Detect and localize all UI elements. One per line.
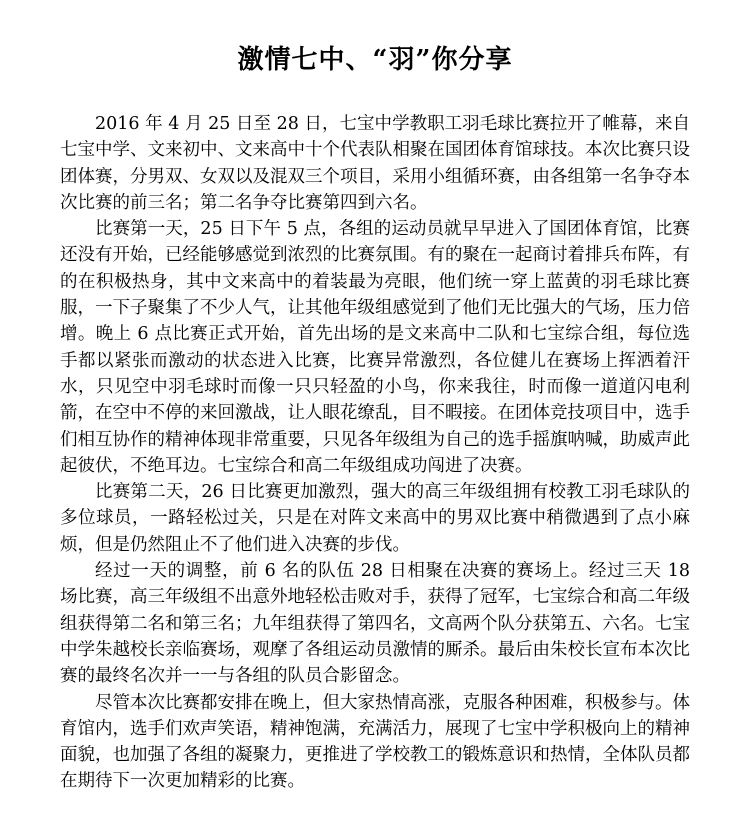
document-title: 激情七中、“羽”你分享: [237, 45, 513, 75]
paragraph-3: 比赛第二天，26 日比赛更加激烈，强大的高三年级组拥有校教工羽毛球队的多位球员，一路轻松过关，只是在对阵文来高中的男双比赛中稍微遇到了点小麻烦，但是仍然阻止不了他们进入决赛的步伐。: [60, 482, 690, 555]
paragraph-4: 经过一天的调整，前 6 名的队伍 28 日相聚在决赛的赛场上。经过三天 18 场比赛，高三年级组不出意外地轻松击败对手，获得了冠军，七宝综合和高二年级组获得第二名和第三名；九年组获得了第四名，文高两个队分获第五、六名。七宝中学朱越校长亲临赛场，观摩了各组运动员激情的厮杀。最后由朱校长宣布本次比赛的最终名次并一一与各组的队员合影留念。: [60, 561, 690, 687]
document-body: [60, 111, 690, 795]
paragraph-1: 2016 年 4 月 25 日至 28 日，七宝中学教职工羽毛球比赛拉开了帷幕，来自七宝中学、文来初中、文来高中十个代表队相聚在国团体育馆球技。本次比赛只设团体赛，分男双、女双以及混双三个项目，采用小组循环赛，由各组第一名争夺本次比赛的前三名；第二名争夺比赛第四到六名。: [60, 114, 690, 213]
document-page: [60, 0, 690, 795]
paragraph-2: 比赛第一天，25 日下午 5 点，各组的运动员就早早进入了国团体育馆，比赛还没有开始，已经能够感觉到浓烈的比赛氛围。有的聚在一起商讨着排兵布阵，有的在积极热身，其中文来高中的着装最为亮眼，他们统一穿上蓝黄的羽毛球比赛服，一下子聚集了不少人气，让其他年级组感觉到了他们无比强大的气场，压力倍增。晚上 6 点比赛正式开始，首先出场的是文来高中二队和七宝综合组，每位选手都以紧张而激动的状态进入比赛，比赛异常激烈，各位健儿在赛场上挥洒着汗水，只见空中羽毛球时而像一只只轻盈的小鸟，你来我往，时而像一道道闪电利箭，在空中不停的来回激战，让人眼花缭乱，目不暇接。在团体竞技项目中，选手们相互协作的精神体现非常重要，只见各年级组为自己的选手摇旗呐喊，助威声此起彼伏，不绝耳边。七宝综合和高二年级组成功闯进了决赛。: [60, 219, 690, 476]
paragraph-5: 尽管本次比赛都安排在晚上，但大家热情高涨，克服各种困难，积极参与。体育馆内，选手们欢声笑语，精神饱满，充满活力，展现了七宝中学积极向上的精神面貌，也加强了各组的凝聚力，更推进了学校教工的锻炼意识和热情，全体队员都在期待下一次更加精彩的比赛。: [60, 692, 690, 792]
